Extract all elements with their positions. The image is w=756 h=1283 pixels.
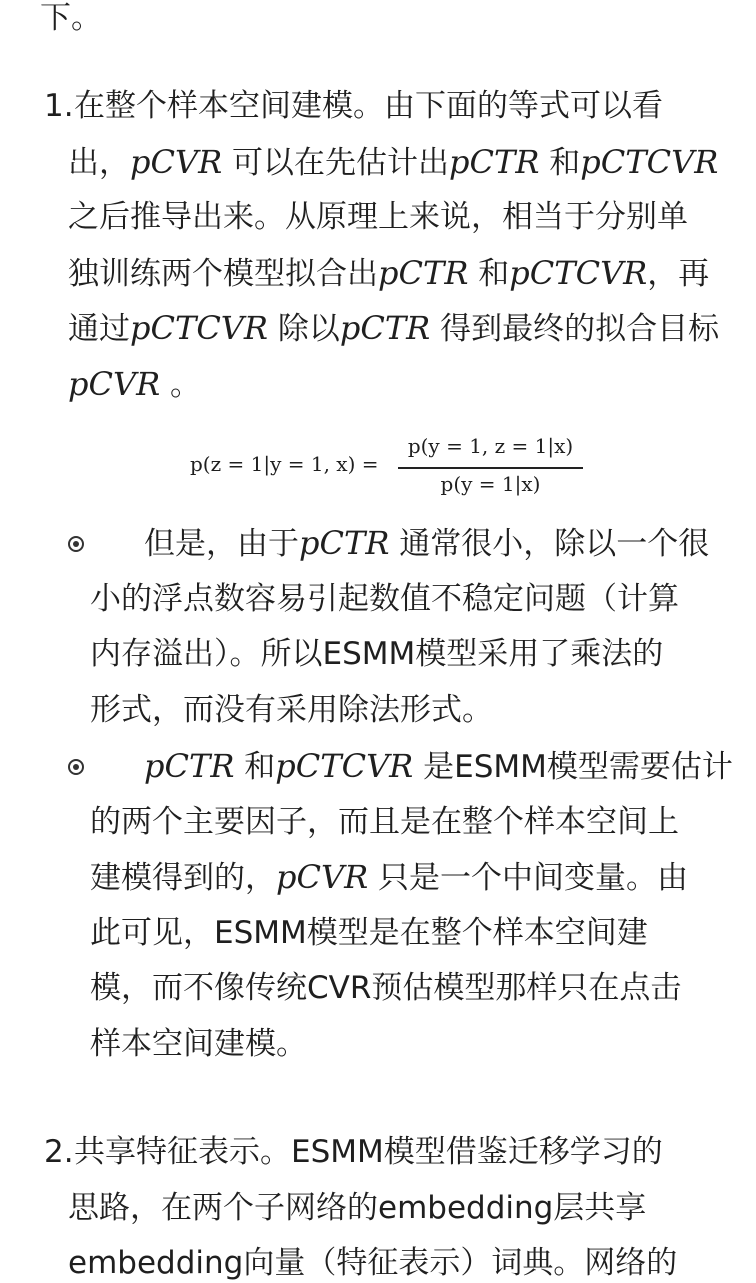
formula-numerator: p(y = 1, z = 1|x) <box>407 434 574 458</box>
text-line <box>68 197 688 237</box>
text-segment: 通过 <box>68 311 130 348</box>
text-segment: embedding向量（特征表示）词典。网络的 <box>68 1245 678 1282</box>
text-line <box>90 579 679 619</box>
text-line <box>90 1024 307 1064</box>
text-segment: 和 <box>539 144 581 181</box>
text-line <box>90 913 648 953</box>
text-line <box>68 364 201 405</box>
text-segment: 通常很小，除以一个很 <box>389 526 710 562</box>
math-variable: pCTR <box>449 142 540 181</box>
text-segment: 共享特征表示。ESMM模型借鉴迁移学习的 <box>74 1134 663 1170</box>
text-line <box>68 253 709 294</box>
math-variable: pCTR <box>339 309 431 348</box>
text-segment: 在整个样本空间建模。由下面的等式可以看 <box>74 88 663 124</box>
text-segment: 建模得到的， <box>90 860 276 897</box>
formula-lhs: p(z = 1|y = 1, x) = <box>190 452 379 476</box>
top-fragment-text: 下。 <box>40 0 102 36</box>
text-segment: 可以在先估计出 <box>222 144 450 181</box>
text-segment: 内存溢出）。所以ESMM模型采用了乘法的 <box>90 636 664 673</box>
math-variable: pCVR <box>276 858 369 897</box>
text-segment: 但是，由于 <box>144 526 299 562</box>
text-line <box>68 1243 677 1283</box>
bullet-icon <box>68 759 84 775</box>
text-segment: 模，而不像传统CVR预估模型那样只在点击 <box>90 970 682 1007</box>
text-segment: 思路，在两个子网络的embedding层共享 <box>68 1189 647 1226</box>
math-variable: pCTR <box>144 747 235 785</box>
text-line <box>68 308 719 349</box>
text-line <box>90 802 679 842</box>
list-number-1: 1. <box>44 88 74 124</box>
text-line <box>68 142 718 183</box>
text-line <box>144 523 709 564</box>
text-line <box>74 86 663 126</box>
text-segment: 出， <box>68 144 130 181</box>
text-segment: 形式，而没有采用除法形式。 <box>90 692 493 729</box>
text-segment: 。 <box>160 367 202 403</box>
text-line <box>90 690 493 730</box>
text-segment: 此可见，ESMM模型是在整个样本空间建 <box>90 914 648 951</box>
text-line <box>90 968 681 1008</box>
text-segment: 小的浮点数容易引起数值不稳定问题（计算 <box>90 580 679 617</box>
text-segment: 独训练两个模型拟合出 <box>68 255 378 292</box>
math-variable: pCVR <box>68 365 161 403</box>
formula <box>190 432 590 502</box>
formula-denominator: p(y = 1|x) <box>440 472 541 496</box>
text-segment: 是ESMM模型需要估计 <box>413 749 733 785</box>
text-line <box>144 746 733 787</box>
bullet-icon <box>68 536 84 552</box>
math-variable: pCTCVR <box>580 142 719 181</box>
math-variable: pCVR <box>130 142 223 181</box>
text-segment: 的两个主要因子，而且是在整个样本空间上 <box>90 803 679 840</box>
fraction-bar <box>398 467 583 469</box>
text-segment: 和 <box>468 255 510 292</box>
text-segment: 样本空间建模。 <box>90 1026 307 1062</box>
math-variable: pCTCVR <box>509 253 648 292</box>
text-segment: 除以 <box>268 311 340 348</box>
text-segment: ，再 <box>647 255 710 292</box>
list-number-2: 2. <box>44 1134 74 1170</box>
math-variable: pCTR <box>299 524 390 562</box>
text-line <box>74 1132 663 1172</box>
text-line <box>68 1188 646 1228</box>
math-variable: pCTCVR <box>130 309 268 348</box>
math-variable: pCTR <box>378 253 469 292</box>
math-variable: pCTCVR <box>275 747 414 785</box>
text-line <box>90 634 663 674</box>
text-segment: 得到最终的拟合目标 <box>430 311 720 348</box>
text-segment: 之后推导出来。从原理上来说，相当于分别单 <box>68 199 688 236</box>
text-line <box>90 857 688 898</box>
text-segment: 只是一个中间变量。由 <box>368 860 689 897</box>
text-segment: 和 <box>234 749 276 785</box>
